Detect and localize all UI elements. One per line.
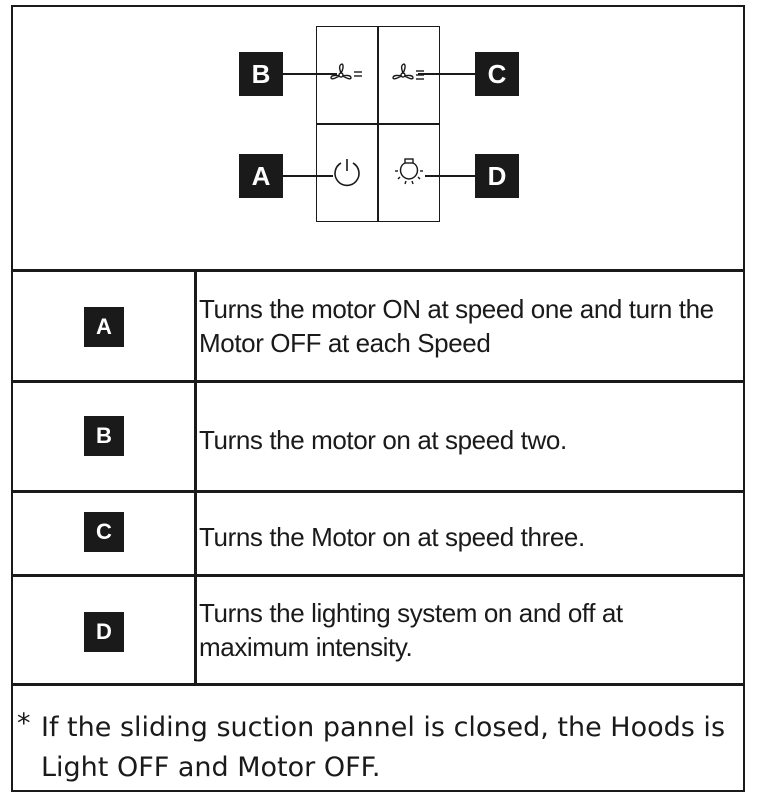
footnote	[13, 683, 743, 790]
footnote-text: If the sliding suction pannel is closed, the Hoods is Light OFF and Motor OFF.	[41, 712, 726, 783]
label-a: A	[239, 154, 283, 198]
table-row	[13, 380, 743, 490]
leader-line-c	[418, 73, 475, 75]
row-description: Turns the motor on at speed two.	[199, 424, 567, 455]
table-row	[13, 574, 743, 683]
footnote-marker: *	[17, 708, 31, 739]
label-d: D	[475, 154, 519, 198]
key-badge: A	[84, 307, 124, 347]
key-cell	[13, 272, 197, 380]
row-description: Turns the motor ON at speed one and turn the Motor OFF at each Speed	[199, 294, 714, 358]
label-b: B	[239, 52, 283, 96]
light-bulb-icon	[389, 156, 429, 190]
leader-line-a	[283, 175, 333, 177]
table-row	[13, 490, 743, 574]
speed-two-button	[316, 26, 378, 124]
control-panel-diagram	[13, 7, 743, 269]
table-row	[13, 269, 743, 380]
row-description: Turns the lighting system on and off at maximum intensity.	[199, 598, 623, 662]
fan-speed-icon	[391, 62, 427, 88]
speed-three-button	[378, 26, 440, 124]
fan-speed-icon	[329, 62, 365, 88]
key-badge: D	[84, 612, 124, 652]
key-cell	[13, 493, 197, 574]
control-panel-reference	[11, 5, 745, 792]
key-badge: C	[84, 512, 124, 552]
label-c: C	[475, 52, 519, 96]
leader-line-b	[283, 73, 337, 75]
light-button	[378, 124, 440, 222]
key-badge: B	[84, 416, 124, 456]
key-cell	[13, 577, 197, 683]
row-description: Turns the Motor on at speed three.	[199, 521, 585, 552]
power-button	[316, 124, 378, 222]
power-icon	[330, 156, 364, 190]
key-cell	[13, 383, 197, 490]
leader-line-d	[425, 175, 475, 177]
